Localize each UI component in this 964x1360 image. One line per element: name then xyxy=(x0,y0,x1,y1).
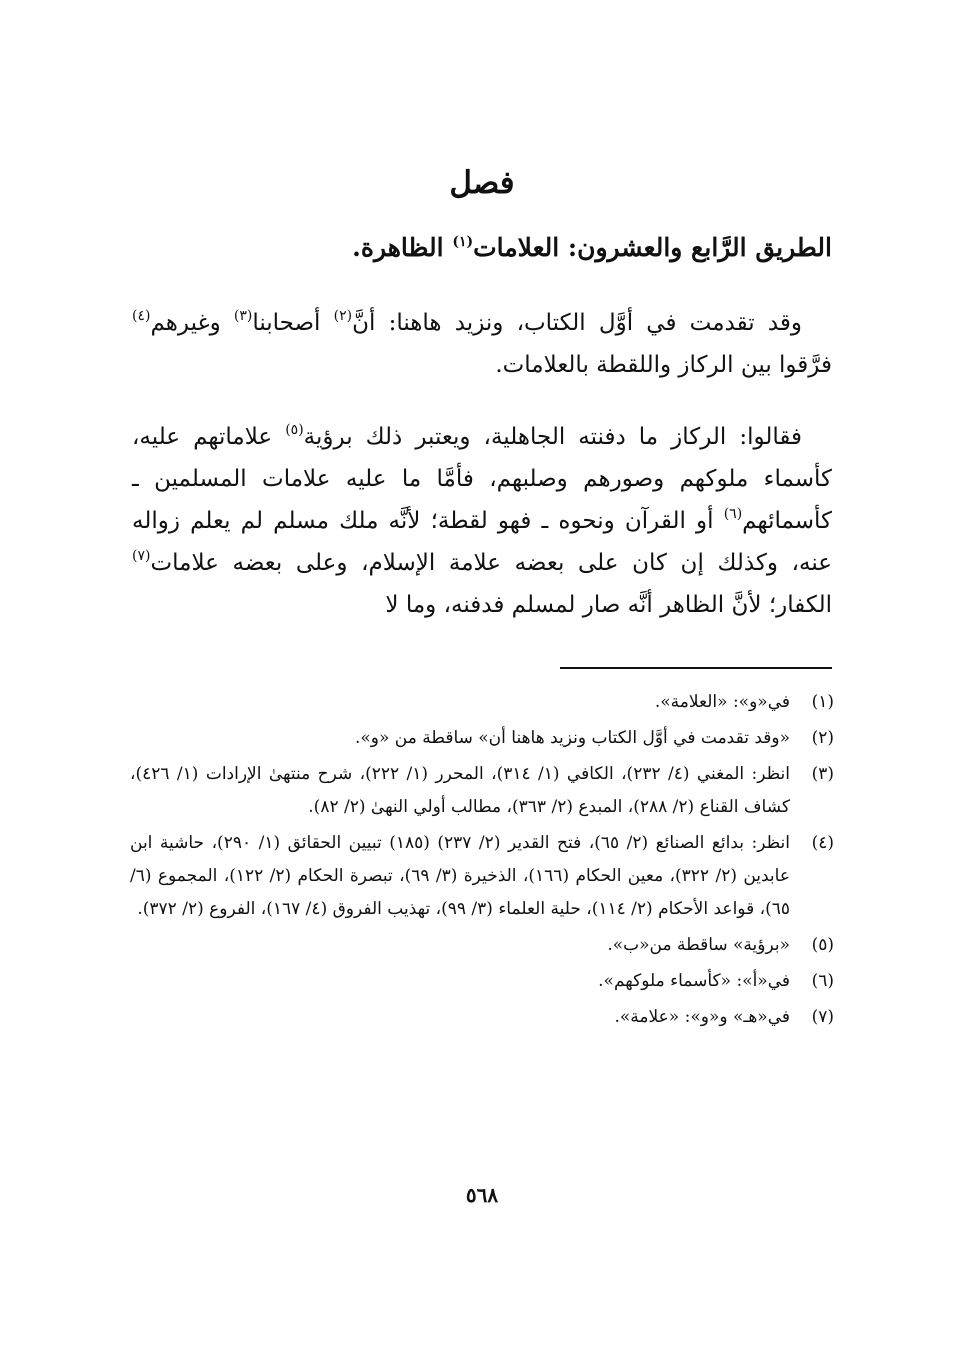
footnote-item xyxy=(130,827,834,926)
footnote-ref-7[interactable]: (٧) xyxy=(132,548,151,564)
paragraph-1-text-d: فرَّقوا بين الركاز واللقطة بالعلامات. xyxy=(495,352,832,378)
chapter-heading-text-end: الظاهرة. xyxy=(352,233,453,262)
footnote-number: (٣) xyxy=(811,764,834,784)
footnote-number: (٢) xyxy=(811,728,834,748)
footnote-ref-5[interactable]: (٥) xyxy=(285,422,304,438)
footnote-ref-2[interactable]: (٢) xyxy=(333,308,353,324)
paragraph-1 xyxy=(132,302,832,386)
paragraph-2-text-c: أو القرآن ونحوه ـ فهو لقطة؛ لأنَّه ملك مسلم لم يعلم زواله عنه، وكذلك إن كان على بعضه علامة الإسلام، وعلى بعضه علامات xyxy=(132,508,832,576)
paragraph-2 xyxy=(132,416,832,626)
footnote-ref-1[interactable]: (١) xyxy=(452,234,474,250)
paragraph-2-text-b: علاماتهم عليه، كأسماء ملوكهم وصورهم وصلبهم، فأمَّا ما عليه علامات المسلمين ـ كأسمائهم xyxy=(132,424,832,534)
footnote-item xyxy=(130,686,834,719)
footnote-item xyxy=(130,758,834,824)
footnote-item xyxy=(130,965,834,998)
footnote-item xyxy=(130,929,834,962)
paragraph-2-text-d: الكفار؛ لأنَّ الظاهر أنَّه صار لمسلم فدفنه، وما لا xyxy=(385,592,832,618)
footnote-text: في«هـ» و«و»: «علامة». xyxy=(614,1007,790,1027)
chapter-heading xyxy=(132,226,832,270)
footnotes-list xyxy=(130,686,834,1037)
paragraph-2-text-a: فقالوا: الركاز ما دفنته الجاهلية، ويعتبر ذلك برؤية xyxy=(303,424,802,450)
footnote-number: (٧) xyxy=(811,1007,834,1027)
chapter-heading-text: الطريق الرَّابع والعشرون: العلامات xyxy=(473,233,832,262)
paragraph-1-text-c: وغيرهم xyxy=(150,310,234,336)
paragraph-1-text-b: أصحابنا xyxy=(252,310,334,336)
footnote-text: في«و»: «العلامة». xyxy=(654,692,790,712)
page-number: ٥٦٨ xyxy=(465,1183,499,1207)
footnote-number: (٦) xyxy=(811,971,834,991)
footnote-number: (٤) xyxy=(811,833,834,853)
footnote-item xyxy=(130,722,834,755)
section-title: فصل xyxy=(449,165,515,201)
footnote-ref-4[interactable]: (٤) xyxy=(132,308,151,324)
footnote-divider xyxy=(560,667,832,669)
paragraph-1-text-a: وقد تقدمت في أوَّل الكتاب، ونزيد هاهنا: أنَّ xyxy=(352,310,803,336)
footnote-number: (٥) xyxy=(811,935,834,955)
footnote-text: «وقد تقدمت في أوَّل الكتاب ونزيد هاهنا أن» ساقطة من «و». xyxy=(354,728,790,748)
footnote-item xyxy=(130,1001,834,1034)
footnote-ref-6[interactable]: (٦) xyxy=(723,506,743,522)
footnote-text: انظر: بدائع الصنائع (٢/ ٦٥)، فتح القدير (٢/ ٢٣٧) (١٨٥) تبيين الحقائق (١/ ٢٩٠)، حاشية ابن عابدين (٢/ ٣٢٢)، معين الحكام (١٦٦)، الذخيرة (٣/ ٦٩)، تبصرة الحكام (٢/ ١٢٢)، المجموع (٦/ ٦٥)، قواعد الأحكام (٢/ ١١٤)، حلية العلماء (٣/ ٩٩)، تهذيب الفروق (٤/ ١٦٧)، الفروع (٢/ ٣٧٢). xyxy=(130,833,790,919)
footnote-text: «برؤية» ساقطة من«ب». xyxy=(607,935,790,955)
footnote-text: في«أ»: «كأسماء ملوكهم». xyxy=(598,971,790,991)
footnote-text: انظر: المغني (٤/ ٢٣٢)، الكافي (١/ ٣١٤)، المحرر (١/ ٢٢٢)، شرح منتهىٰ الإرادات (١/ ٤٢٦)، كشاف القناع (٢/ ٢٨٨)، المبدع (٢/ ٣٦٣)، مطالب أولي النهىٰ (٢/ ٨٢). xyxy=(130,764,791,817)
footnote-ref-3[interactable]: (٣) xyxy=(233,308,253,324)
footnote-number: (١) xyxy=(811,692,834,712)
